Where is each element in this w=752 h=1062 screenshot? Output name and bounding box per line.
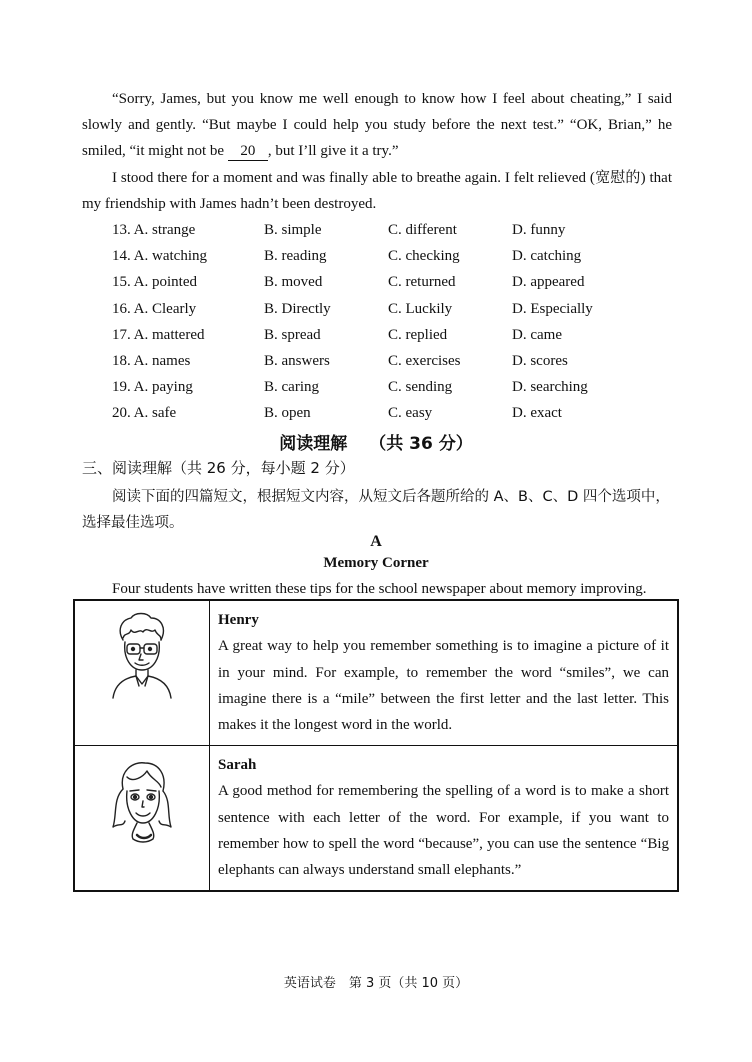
option-c: C. easy: [388, 405, 433, 422]
question-row: [112, 348, 672, 374]
option-d: D. searching: [512, 379, 588, 396]
option-b: B. spread: [264, 326, 321, 343]
story-paragraph-2: [82, 165, 672, 217]
question-row: [112, 269, 672, 295]
answer-blank-20: 20: [228, 142, 268, 161]
option-c: C. different: [388, 222, 457, 238]
question-row: [112, 296, 672, 322]
option-a: 18. A. names: [112, 352, 191, 369]
question-row: [112, 374, 672, 400]
section-score: （共 36 分）: [369, 434, 473, 454]
option-b: B. caring: [264, 379, 319, 396]
option-a: 15. A. pointed: [112, 274, 197, 291]
option-c: C. sending: [388, 379, 453, 396]
option-d: D. Especially: [512, 300, 593, 317]
option-c: C. replied: [388, 326, 448, 343]
option-a: 20. A. safe: [112, 405, 177, 422]
option-d: D. funny: [512, 222, 566, 238]
question-row: [112, 322, 672, 348]
story-paragraph-1: [82, 86, 672, 164]
option-d: D. exact: [512, 405, 562, 422]
sarah-portrait-cell: [74, 746, 210, 892]
option-c: C. Luckily: [388, 300, 453, 317]
option-b: B. open: [264, 405, 311, 422]
story-text-2: I stood there for a moment and was finally able to breathe again. I felt relieved (宽慰的) that my friendship with James hadn’t been destroyed.: [82, 170, 672, 212]
instructions-text: 阅读下面的四篇短文，根据短文内容，从短文后各题所给的 A、B、C、D 四个选项中，选择最佳选项。: [82, 489, 670, 531]
option-d: D. appeared: [512, 274, 585, 291]
option-a: 17. A. mattered: [112, 326, 205, 343]
tips-table: [73, 599, 679, 892]
tip-text: A good method for remembering the spelling of a word is to make a short sentence with each letter of the word. For example, if you want to remember how to spell the word “because”, you can use the sentence “Big elephants can always understand small elephants.”: [218, 783, 669, 879]
option-d: D. catching: [512, 248, 582, 265]
tip-author-name: Sarah: [218, 757, 257, 773]
passage-title: Memory Corner: [323, 555, 429, 571]
question-row: [112, 400, 672, 426]
tip-author-name: Henry: [218, 612, 259, 628]
option-a: 14. A. watching: [112, 248, 207, 265]
option-a: 16. A. Clearly: [112, 300, 197, 317]
option-a: 19. A. paying: [112, 379, 193, 396]
story-text-1b: , but I’ll give it a try.”: [267, 143, 399, 159]
henry-portrait-icon: [103, 610, 181, 700]
option-c: C. exercises: [388, 352, 461, 369]
option-b: B. moved: [264, 274, 323, 291]
section-title: [0, 429, 752, 454]
sarah-portrait-icon: [103, 755, 181, 855]
option-a: 13. A. strange: [112, 222, 196, 238]
passage-letter: A: [370, 533, 382, 550]
option-b: B. reading: [264, 248, 327, 265]
sarah-tip-cell: [210, 746, 679, 892]
option-c: C. checking: [388, 248, 460, 265]
page-footer: 英语试卷 第 3 页（共 10 页）: [283, 976, 469, 991]
option-c: C. returned: [388, 274, 456, 291]
question-options: [112, 217, 672, 427]
option-b: B. simple: [264, 222, 322, 238]
question-row: [112, 217, 672, 243]
story-text-1a: “Sorry, James, but you know me well enough to know how I feel about cheating,” I said slowly and gently. “But maybe I could help you study before the next test.” “OK, Brian,” he smiled, “it might not be: [82, 91, 672, 159]
henry-portrait-cell: [74, 600, 210, 746]
table-row: [74, 746, 678, 892]
option-d: D. came: [512, 326, 562, 343]
option-b: B. answers: [264, 352, 330, 369]
henry-tip-cell: [210, 600, 679, 746]
tip-text: A great way to help you remember something is to imagine a picture of it in your mind. For example, to remember the word “smiles”, we can imagine there is a “mile” between the first letter and the last letter. This makes it the longest word in the world.: [218, 638, 669, 734]
passage-intro: Four students have written these tips for the school newspaper about memory improving.: [112, 581, 647, 597]
question-row: [112, 243, 672, 269]
instructions: [82, 484, 672, 536]
option-d: D. scores: [512, 352, 568, 369]
part-heading: 三、阅读理解（共 26 分，每小题 2 分）: [82, 459, 355, 477]
option-b: B. Directly: [264, 300, 331, 317]
section-title-text: 阅读理解: [279, 434, 348, 454]
table-row: [74, 600, 678, 746]
